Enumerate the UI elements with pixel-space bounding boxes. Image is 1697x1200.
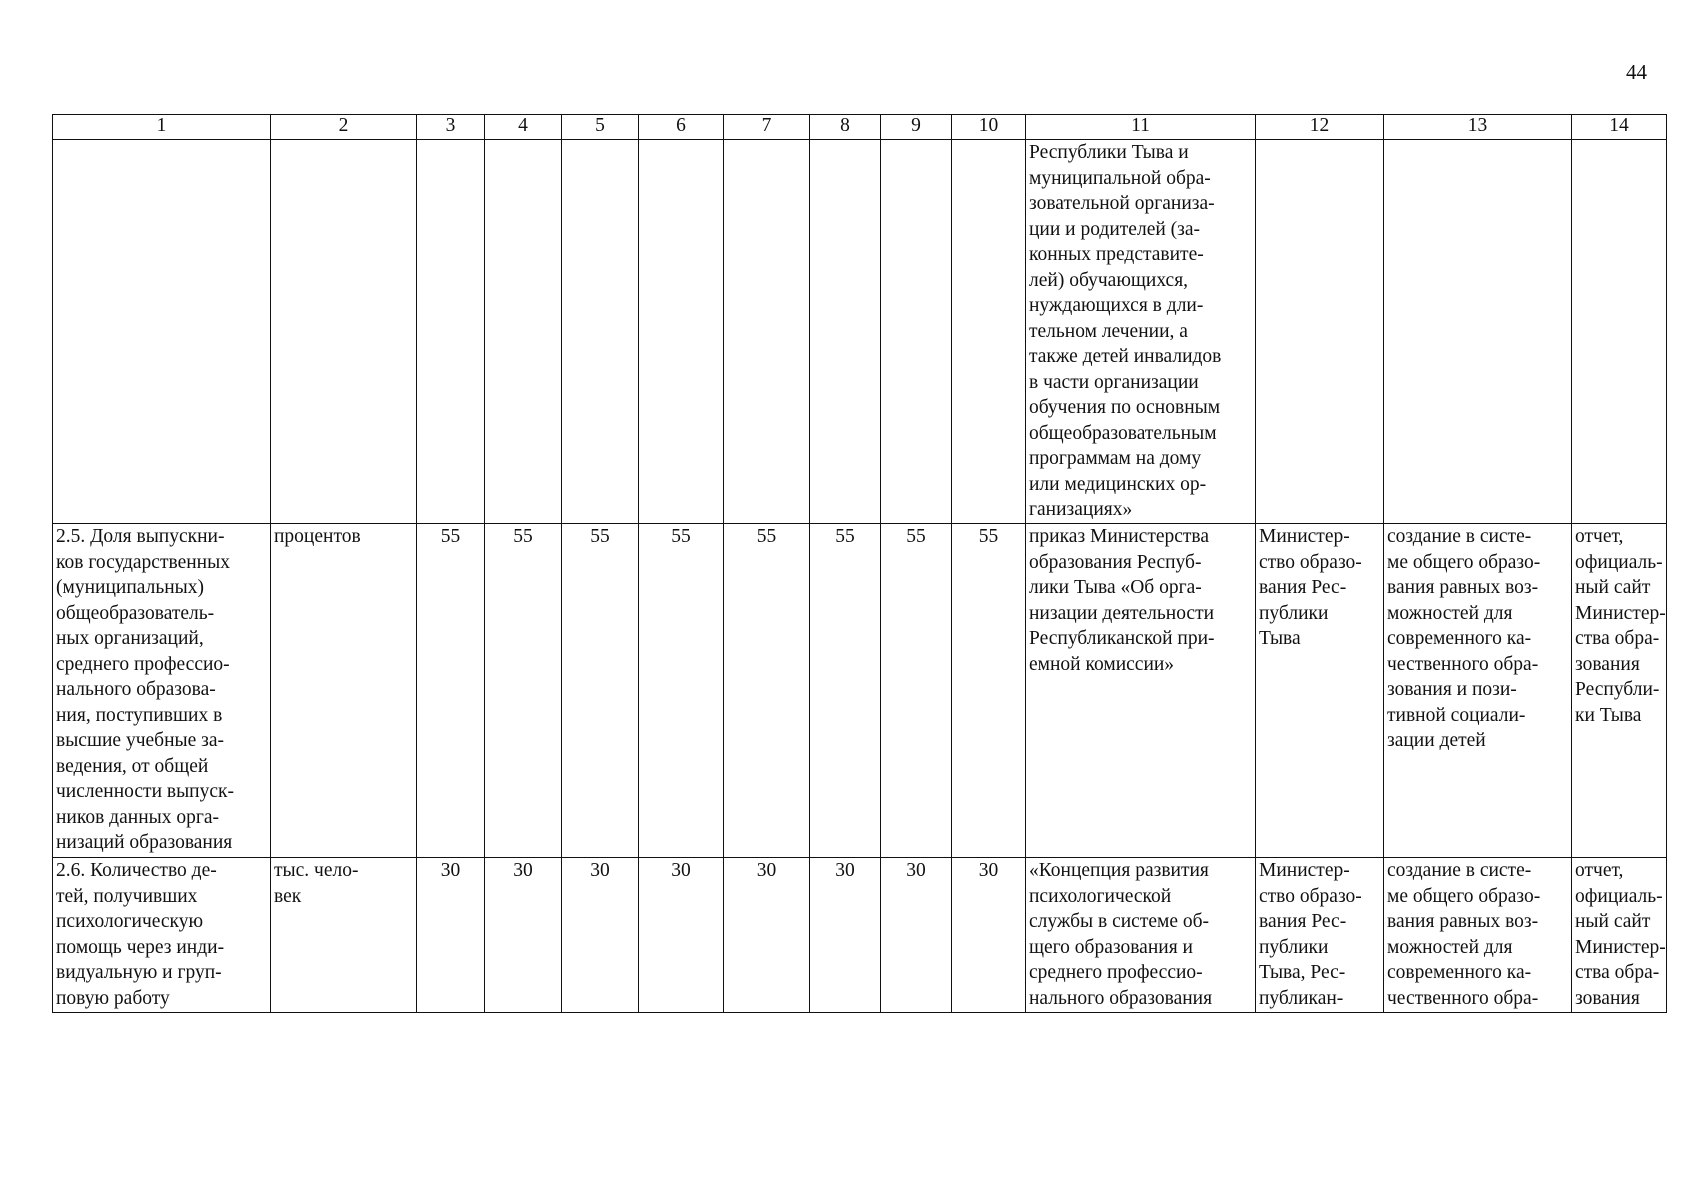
header-cell: 5 bbox=[562, 115, 639, 140]
indicators-table bbox=[52, 114, 1667, 1013]
table-row bbox=[53, 524, 1667, 858]
header-cell: 7 bbox=[724, 115, 810, 140]
header-cell: 2 bbox=[271, 115, 417, 140]
value-cell: 55 bbox=[810, 524, 881, 858]
table-row bbox=[53, 140, 1667, 524]
header-cell: 14 bbox=[1572, 115, 1667, 140]
header-cell: 9 bbox=[881, 115, 952, 140]
value-cell: 30 bbox=[881, 858, 952, 1013]
indicator-cell: 2.5. Доля выпускни- ков государственных (муниципальных) общеобразователь- ных организаций, среднего профессио- нального образова- ния, поступивших в высшие учебные за- ведения, от общей численности выпуск- ников данных орга- низаций образования bbox=[53, 524, 271, 858]
unit-cell: процентов bbox=[271, 524, 417, 858]
value-cell: 55 bbox=[952, 524, 1026, 858]
value-cell: 30 bbox=[562, 858, 639, 1013]
header-cell: 13 bbox=[1384, 115, 1572, 140]
value-cell: 55 bbox=[562, 524, 639, 858]
result-cell: создание в систе- ме общего образо- вания равных воз- можностей для современного ка- чественного обра- зования и пози- тивной социали- зации детей bbox=[1384, 524, 1572, 858]
header-cell: 1 bbox=[53, 115, 271, 140]
value-cell: 55 bbox=[417, 524, 485, 858]
value-cell: 55 bbox=[724, 524, 810, 858]
indicator-cell: 2.6. Количество де- тей, получивших психологическую помощь через инди- видуальную и груп- повую работу bbox=[53, 858, 271, 1013]
table-row bbox=[53, 858, 1667, 1013]
unit-cell: тыс. чело- век bbox=[271, 858, 417, 1013]
header-cell: 11 bbox=[1026, 115, 1256, 140]
header-cell: 10 bbox=[952, 115, 1026, 140]
table-header-row bbox=[53, 115, 1667, 140]
value-cell: 55 bbox=[881, 524, 952, 858]
value-cell: 30 bbox=[417, 858, 485, 1013]
value-cell: 30 bbox=[724, 858, 810, 1013]
basis-cell: «Концепция развития психологической службы в системе об- щего образования и среднего профессио- нального образования bbox=[1026, 858, 1256, 1013]
basis-cell: приказ Министерства образования Респуб- лики Тыва «Об орга- низации деятельности Республиканской при- емной комиссии» bbox=[1026, 524, 1256, 858]
header-cell: 8 bbox=[810, 115, 881, 140]
value-cell: 30 bbox=[639, 858, 724, 1013]
report-cell: отчет, официаль- ный сайт Министер- ства обра- зования bbox=[1572, 858, 1667, 1013]
responsible-cell: Министер- ство образо- вания Рес- публики Тыва bbox=[1256, 524, 1384, 858]
value-cell: 30 bbox=[810, 858, 881, 1013]
header-cell: 6 bbox=[639, 115, 724, 140]
value-cell: 30 bbox=[952, 858, 1026, 1013]
header-cell: 4 bbox=[485, 115, 562, 140]
responsible-cell: Министер- ство образо- вания Рес- публики Тыва, Рес- публикан- bbox=[1256, 858, 1384, 1013]
value-cell: 55 bbox=[485, 524, 562, 858]
value-cell: 30 bbox=[485, 858, 562, 1013]
result-cell: создание в систе- ме общего образо- вания равных воз- можностей для современного ка- чественного обра- bbox=[1384, 858, 1572, 1013]
header-cell: 12 bbox=[1256, 115, 1384, 140]
value-cell: 55 bbox=[639, 524, 724, 858]
basis-cell: Республики Тыва и муниципальной обра- зовательной организа- ции и родителей (за- конных представите- лей) обучающихся, нуждающихся в дли- тельном лечении, а также детей инвалидов в части организации обучения по основным общеобразовательным программам на дому или медицинских ор- ганизациях» bbox=[1026, 140, 1256, 524]
page-number: 44 bbox=[1626, 60, 1647, 84]
report-cell: отчет, официаль- ный сайт Министер- ства обра- зования Республи- ки Тыва bbox=[1572, 524, 1667, 858]
header-cell: 3 bbox=[417, 115, 485, 140]
